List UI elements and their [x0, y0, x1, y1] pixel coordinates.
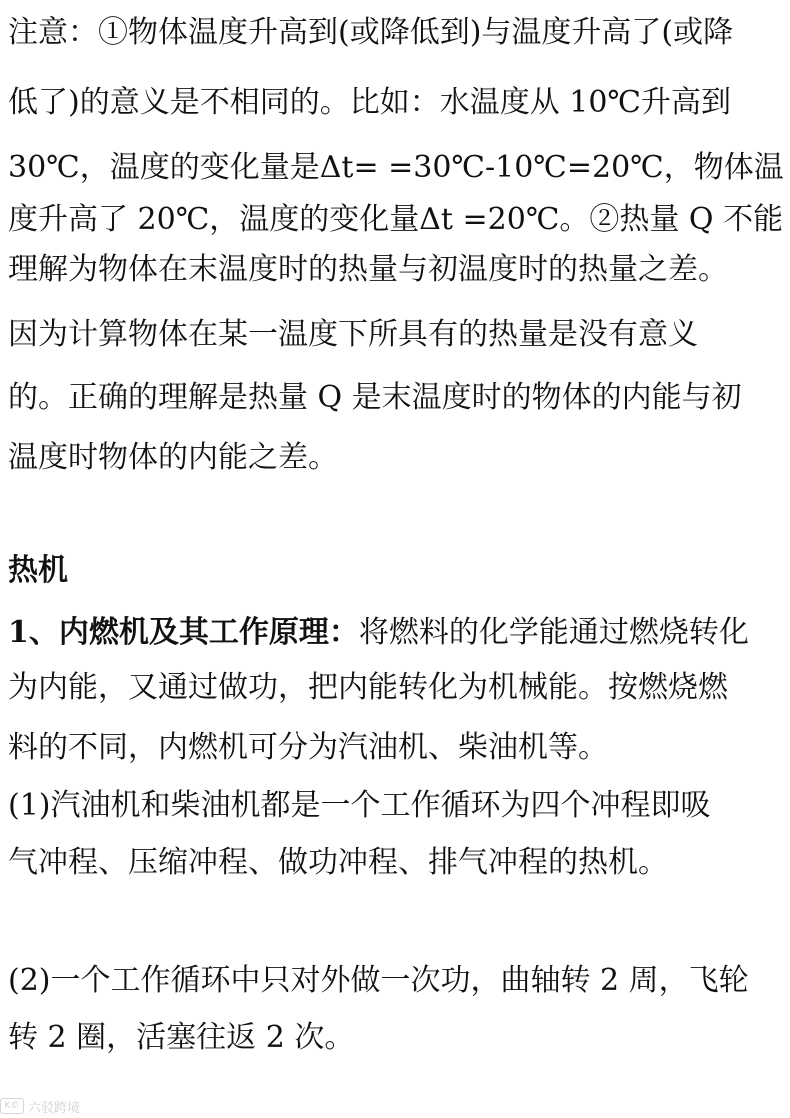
item1-line-1: [8, 613, 784, 653]
note-line-3: 30℃，温度的变化量是Δt= =30℃-10℃=20℃，物体温: [8, 150, 784, 185]
note-line-4: 度升高了 20℃，温度的变化量Δt =20℃。②热量 Q 不能: [8, 202, 784, 237]
watermark: [0, 1098, 80, 1114]
note-line-2: 低了)的意义是不相同的。比如：水温度从 10℃升高到: [8, 85, 731, 120]
note-line-7: 的。正确的理解是热量 Q 是末温度时的物体的内能与初: [8, 380, 742, 415]
item1-heading: 1、内燃机及其工作原理：: [8, 615, 359, 650]
sub1-line-2: 气冲程、压缩冲程、做功冲程、排气冲程的热机。: [8, 845, 668, 880]
note-line-5: 理解为物体在末温度时的热量与初温度时的热量之差。: [8, 252, 728, 287]
watermark-text: 六驳跨境: [28, 1100, 81, 1116]
section-heading: 热机: [8, 553, 68, 588]
note-line-1: 注意：①物体温度升高到(或降低到)与温度升高了(或降: [8, 15, 734, 50]
item1-line-1-text: 将燃料的化学能通过燃烧转化: [358, 615, 749, 650]
item1-line-2: 为内能，又通过做功，把内能转化为机械能。按燃烧燃: [8, 670, 728, 705]
watermark-logo: K©: [0, 1098, 24, 1114]
note-line-6: 因为计算物体在某一温度下所具有的热量是没有意义: [8, 317, 698, 352]
sub1-line-1: (1)汽油机和柴油机都是一个工作循环为四个冲程即吸: [8, 788, 711, 823]
sub2-line-1: (2)一个工作循环中只对外做一次功，曲轴转 2 周，飞轮: [8, 963, 749, 998]
sub2-line-2: 转 2 圈，活塞往返 2 次。: [8, 1020, 355, 1055]
item1-line-3: 料的不同，内燃机可分为汽油机、柴油机等。: [8, 730, 608, 765]
note-line-8: 温度时物体的内能之差。: [8, 440, 338, 475]
